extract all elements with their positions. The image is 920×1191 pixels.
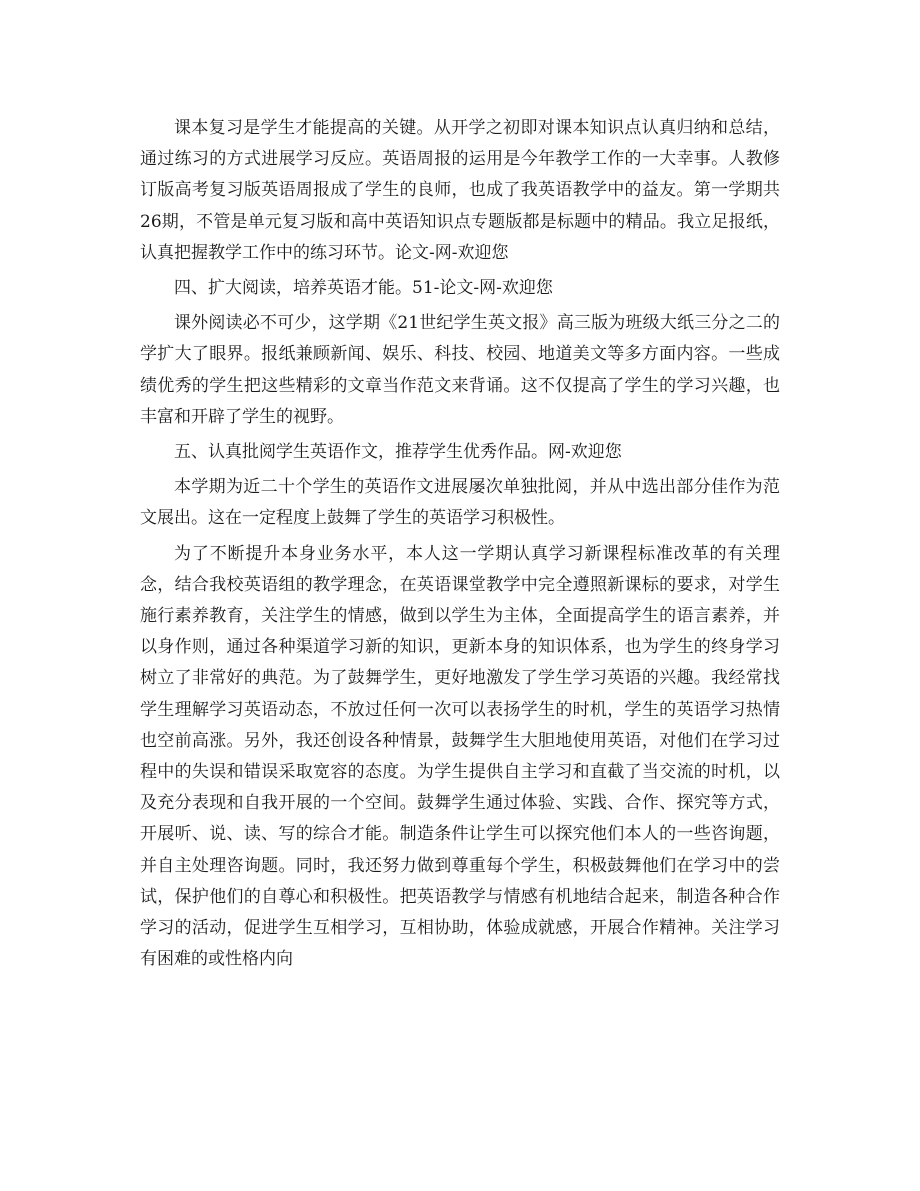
document-body xyxy=(140,113,780,979)
paragraph-extracurricular-reading: 课外阅读必不可少，这学期《21世纪学生英文报》高三版为班级大纸三分之二的学扩大了眼界。报纸兼顾新闻、娱乐、科技、校园、地道美文等多方面内容。一些成绩优秀的学生把这些精彩的文章当作范文来背诵。这不仅提高了学生的学习兴趣，也丰富和开辟了学生的视野。 xyxy=(140,313,780,427)
section-heading-5: 五、认真批阅学生英语作文，推荐学生优秀作品。网-欢迎您 xyxy=(174,442,622,463)
paragraph-composition-review: 本学期为近二十个学生的英语作文进展屡次单独批阅，并从中选出部分佳作为范文展出。这在一定程度上鼓舞了学生的英语学习积极性。 xyxy=(140,477,780,529)
paragraph-textbook-review: 课本复习是学生才能提高的关键。从开学之初即对课本知识点认真归纳和总结，通过练习的方式进展学习反应。英语周报的运用是今年教学工作的一大幸事。人教修订版高考复习版英语周报成了学生的良师，也成了我英语教学中的益友。第一学期共26期，不管是单元复习版和高中英语知识点专题版都是标题中的精品。我立足报纸，认真把握教学工作中的练习环节。论文-网-欢迎您 xyxy=(140,118,780,263)
section-heading-4: 四、扩大阅读，培养英语才能。51-论文-网-欢迎您 xyxy=(174,278,553,299)
paragraph-professional-development: 为了不断提升本身业务水平，本人这一学期认真学习新课程标准改革的有关理念，结合我校英语组的教学理念，在英语课堂教学中完全遵照新课标的要求，对学生施行素养教育，关注学生的情感，做到以学生为主体，全面提高学生的语言素养，并以身作则，通过各种渠道学习新的知识，更新本身的知识体系，也为学生的终身学习树立了非常好的典范。为了鼓舞学生，更好地激发了学生学习英语的兴趣。我经常找学生理解学习英语动态，不放过任何一次可以表扬学生的时机，学生的英语学习热情也空前高涨。另外，我还创设各种情景，鼓舞学生大胆地使用英语，对他们在学习过程中的失误和错误采取宽容的态度。为学生提供自主学习和直截了当交流的时机，以及充分表现和自我开展的一个空间。鼓舞学生通过体验、实践、合作、探究等方式，开展听、说、读、写的综合才能。制造条件让学生可以探究他们本人的一些咨询题，并自主处理咨询题。同时，我还努力做到尊重每个学生，积极鼓舞他们在学习中的尝试，保护他们的自尊心和积极性。把英语教学与情感有机地结合起来，制造各种合作学习的活动，促进学生互相学习，互相协助，体验成就感，开展合作精神。关注学习有困难的或性格内向 xyxy=(140,543,780,970)
